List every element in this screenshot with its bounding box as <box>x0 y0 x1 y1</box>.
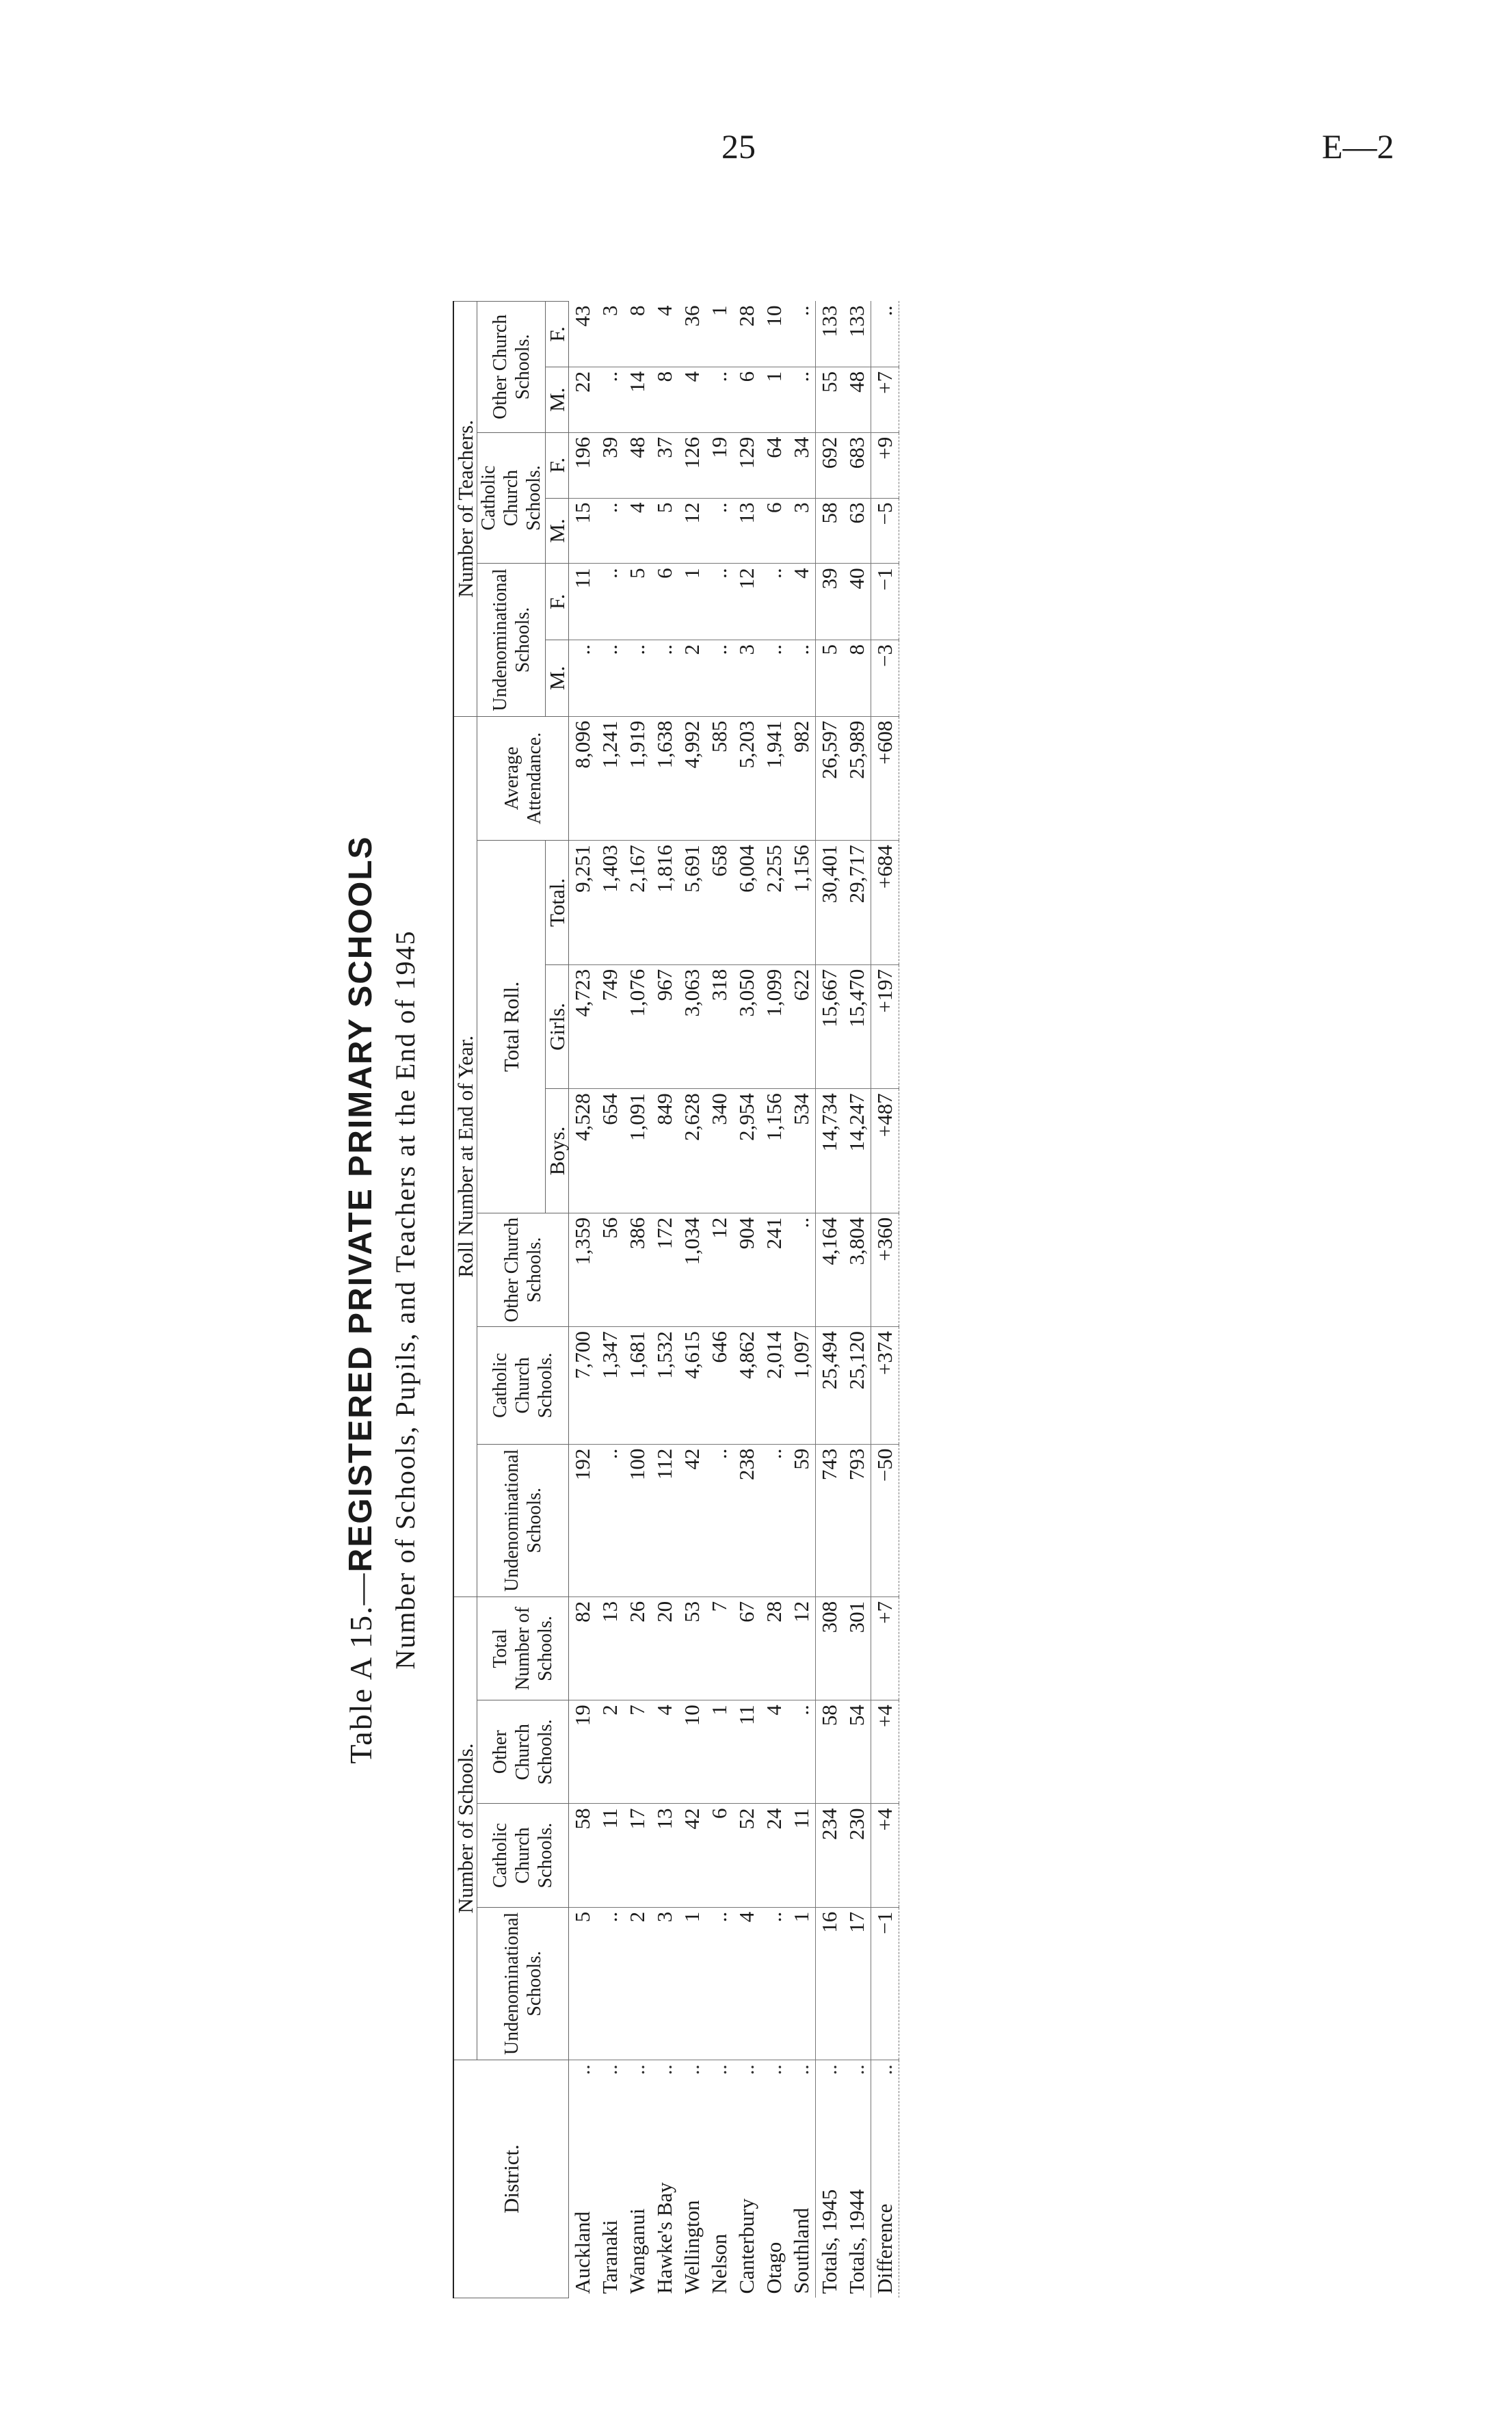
value-cell: 3 <box>596 302 624 367</box>
value-cell: 1,034 <box>678 1213 706 1326</box>
value-cell: 26,597 <box>816 716 844 841</box>
value-cell: 234 <box>816 1804 844 1907</box>
leader-dots: .. <box>734 2064 758 2075</box>
district-name: Southland <box>789 2207 813 2294</box>
value-cell: −50 <box>871 1444 899 1596</box>
value-cell: 4 <box>651 1700 678 1804</box>
value-cell: 2,167 <box>624 841 651 965</box>
value-cell: 4,992 <box>678 716 706 841</box>
value-cell: 22 <box>569 367 597 432</box>
value-cell: 3 <box>733 640 760 716</box>
value-cell: 646 <box>706 1327 733 1444</box>
value-cell: 13 <box>596 1596 624 1700</box>
value-cell: 26 <box>624 1596 651 1700</box>
value-cell: +684 <box>871 841 899 965</box>
table-row <box>733 302 760 2298</box>
value-cell: 1,347 <box>596 1327 624 1444</box>
value-cell: 12 <box>678 498 706 564</box>
value-cell: 1 <box>706 1700 733 1804</box>
value-cell: 1 <box>678 1907 706 2060</box>
value-cell: 133 <box>843 302 871 367</box>
value-cell: 1 <box>788 1907 816 2060</box>
value-cell: .. <box>788 1700 816 1804</box>
value-cell: 1,241 <box>596 716 624 841</box>
value-cell: 692 <box>816 432 844 498</box>
value-cell: .. <box>596 564 624 640</box>
other-f-header: F. <box>546 302 569 367</box>
value-cell: 25,494 <box>816 1327 844 1444</box>
leader-dots: .. <box>652 2064 676 2075</box>
value-cell: 12 <box>706 1213 733 1326</box>
value-cell: .. <box>706 564 733 640</box>
table-body <box>569 302 899 2298</box>
value-cell: .. <box>706 367 733 432</box>
value-cell: 10 <box>678 1700 706 1804</box>
value-cell: .. <box>569 640 597 716</box>
value-cell: 59 <box>788 1444 816 1596</box>
value-cell: 654 <box>596 1089 624 1213</box>
sch-other-header: Other Church Schools. <box>477 1700 569 1804</box>
value-cell: +197 <box>871 964 899 1089</box>
table-row <box>569 302 597 2298</box>
value-cell: 15,470 <box>843 964 871 1089</box>
value-cell: 11 <box>569 564 597 640</box>
value-cell: 967 <box>651 964 678 1089</box>
value-cell: 4 <box>733 1907 760 2060</box>
value-cell: 5 <box>624 564 651 640</box>
value-cell: 6,004 <box>733 841 760 965</box>
leader-dots: .. <box>598 2064 622 2075</box>
leader-dots: .. <box>707 2064 731 2075</box>
value-cell: 4,615 <box>678 1327 706 1444</box>
value-cell: 54 <box>843 1700 871 1804</box>
value-cell: .. <box>596 640 624 716</box>
value-cell: 5,691 <box>678 841 706 965</box>
value-cell: 4,862 <box>733 1327 760 1444</box>
value-cell: 1 <box>678 564 706 640</box>
value-cell: 982 <box>788 716 816 841</box>
value-cell: 126 <box>678 432 706 498</box>
undenom-m-header: M. <box>546 640 569 716</box>
value-cell: 2 <box>624 1907 651 2060</box>
boys-header: Boys. <box>546 1089 569 1213</box>
value-cell: 48 <box>843 367 871 432</box>
value-cell: 129 <box>733 432 760 498</box>
value-cell: 849 <box>651 1089 678 1213</box>
value-cell: 36 <box>678 302 706 367</box>
value-cell: 48 <box>624 432 651 498</box>
district-cell <box>788 2060 816 2298</box>
value-cell: .. <box>760 564 788 640</box>
value-cell: .. <box>871 302 899 367</box>
value-cell: .. <box>706 640 733 716</box>
value-cell: 14,734 <box>816 1089 844 1213</box>
value-cell: 793 <box>843 1444 871 1596</box>
value-cell: 230 <box>843 1804 871 1907</box>
value-cell: .. <box>760 1907 788 2060</box>
value-cell: 301 <box>843 1596 871 1700</box>
value-cell: +9 <box>871 432 899 498</box>
value-cell: 42 <box>678 1804 706 1907</box>
value-cell: 58 <box>569 1804 597 1907</box>
value-cell: 3,063 <box>678 964 706 1089</box>
value-cell: 1,919 <box>624 716 651 841</box>
table-row <box>624 302 651 2298</box>
num-schools-header: Number of Schools. <box>453 1596 477 2060</box>
leader-dots: .. <box>873 2064 897 2075</box>
value-cell: 2,628 <box>678 1089 706 1213</box>
value-cell: +7 <box>871 367 899 432</box>
value-cell: 1,532 <box>651 1327 678 1444</box>
leader-dots: .. <box>570 2064 594 2075</box>
table-row <box>843 302 871 2298</box>
value-cell: 7,700 <box>569 1327 597 1444</box>
value-cell: 20 <box>651 1596 678 1700</box>
value-cell: 3,804 <box>843 1213 871 1326</box>
value-cell: 30,401 <box>816 841 844 965</box>
value-cell: 40 <box>843 564 871 640</box>
value-cell: 4 <box>760 1700 788 1804</box>
value-cell: 4 <box>624 498 651 564</box>
value-cell: 100 <box>624 1444 651 1596</box>
value-cell: 1,941 <box>760 716 788 841</box>
sch-catholic-header: Catholic Church Schools. <box>477 1804 569 1907</box>
district-name: Totals, 1944 <box>845 2189 868 2294</box>
table-row <box>596 302 624 2298</box>
value-cell: +7 <box>871 1596 899 1700</box>
leader-dots: .. <box>789 2064 813 2075</box>
value-cell: 1,359 <box>569 1213 597 1326</box>
value-cell: .. <box>596 1907 624 2060</box>
value-cell: 196 <box>569 432 597 498</box>
value-cell: 2,255 <box>760 841 788 965</box>
value-cell: 3 <box>788 498 816 564</box>
district-cell <box>816 2060 844 2298</box>
value-cell: 340 <box>706 1089 733 1213</box>
value-cell: 67 <box>733 1596 760 1700</box>
sch-total-header: Total Number of Schools. <box>477 1596 569 1700</box>
value-cell: 1 <box>706 302 733 367</box>
value-cell: 1,099 <box>760 964 788 1089</box>
tch-catholic-header: Catholic Church Schools. <box>477 432 546 564</box>
value-cell: 15,667 <box>816 964 844 1089</box>
value-cell: 58 <box>816 498 844 564</box>
table-row <box>706 302 733 2298</box>
district-cell <box>706 2060 733 2298</box>
value-cell: 13 <box>733 498 760 564</box>
page-reference: E—2 <box>1322 127 1394 166</box>
district-name: Difference <box>873 2203 897 2294</box>
roll-catholic-header: Catholic Church Schools. <box>477 1327 569 1444</box>
value-cell: .. <box>596 498 624 564</box>
value-cell: +4 <box>871 1804 899 1907</box>
value-cell: 534 <box>788 1089 816 1213</box>
value-cell: 4 <box>788 564 816 640</box>
value-cell: 1,681 <box>624 1327 651 1444</box>
value-cell: 1,091 <box>624 1089 651 1213</box>
value-cell: 12 <box>733 564 760 640</box>
rotated-table-block <box>323 274 1178 2326</box>
value-cell: 52 <box>733 1804 760 1907</box>
value-cell: 8,096 <box>569 716 597 841</box>
value-cell: 2,954 <box>733 1089 760 1213</box>
undenom-f-header: F. <box>546 564 569 640</box>
value-cell: 14 <box>624 367 651 432</box>
value-cell: 5,203 <box>733 716 760 841</box>
value-cell: 53 <box>678 1596 706 1700</box>
leader-dots: .. <box>625 2064 649 2075</box>
value-cell: 28 <box>760 1596 788 1700</box>
value-cell: 39 <box>596 432 624 498</box>
value-cell: 25,120 <box>843 1327 871 1444</box>
value-cell: 1,816 <box>651 841 678 965</box>
value-cell: 4,164 <box>816 1213 844 1326</box>
value-cell: 11 <box>733 1700 760 1804</box>
value-cell: .. <box>760 1444 788 1596</box>
tch-other-header: Other Church Schools. <box>477 302 546 433</box>
value-cell: 238 <box>733 1444 760 1596</box>
value-cell: 6 <box>706 1804 733 1907</box>
value-cell: 42 <box>678 1444 706 1596</box>
value-cell: 5 <box>816 640 844 716</box>
leader-dots: .. <box>680 2064 704 2075</box>
value-cell: 8 <box>624 302 651 367</box>
leader-dots: .. <box>762 2064 786 2075</box>
value-cell: 10 <box>760 302 788 367</box>
district-cell <box>760 2060 788 2298</box>
table-row <box>871 302 899 2298</box>
district-cell <box>871 2060 899 2298</box>
value-cell: 4 <box>651 302 678 367</box>
district-cell <box>733 2060 760 2298</box>
value-cell: 192 <box>569 1444 597 1596</box>
value-cell: 82 <box>569 1596 597 1700</box>
table-row <box>651 302 678 2298</box>
district-name: Auckland <box>570 2211 594 2294</box>
catholic-f-header: F. <box>546 432 569 498</box>
value-cell: 9,251 <box>569 841 597 965</box>
value-cell: −5 <box>871 498 899 564</box>
value-cell: 1,638 <box>651 716 678 841</box>
teachers-header: Number of Teachers. <box>453 302 477 717</box>
district-header: District. <box>453 2060 569 2298</box>
value-cell: .. <box>788 640 816 716</box>
value-cell: 2,014 <box>760 1327 788 1444</box>
value-cell: 29,717 <box>843 841 871 965</box>
value-cell: .. <box>706 498 733 564</box>
value-cell: .. <box>624 640 651 716</box>
girls-header: Girls. <box>546 964 569 1089</box>
value-cell: 34 <box>788 432 816 498</box>
value-cell: +4 <box>871 1700 899 1804</box>
value-cell: 39 <box>816 564 844 640</box>
value-cell: 318 <box>706 964 733 1089</box>
value-cell: 19 <box>569 1700 597 1804</box>
table-row <box>678 302 706 2298</box>
value-cell: −1 <box>871 1907 899 2060</box>
district-cell <box>651 2060 678 2298</box>
value-cell: 17 <box>843 1907 871 2060</box>
value-cell: 112 <box>651 1444 678 1596</box>
district-cell <box>843 2060 871 2298</box>
value-cell: 241 <box>760 1213 788 1326</box>
value-cell: 749 <box>596 964 624 1089</box>
total-roll-header: Total Roll. <box>477 841 546 1213</box>
other-m-header: M. <box>546 367 569 432</box>
value-cell: 4 <box>678 367 706 432</box>
value-cell: 133 <box>816 302 844 367</box>
district-name: Wellington <box>680 2200 704 2294</box>
table-row <box>788 302 816 2298</box>
value-cell: 172 <box>651 1213 678 1326</box>
value-cell: 8 <box>843 640 871 716</box>
value-cell: 28 <box>733 302 760 367</box>
value-cell: 19 <box>706 432 733 498</box>
district-name: Canterbury <box>734 2198 758 2294</box>
value-cell: 15 <box>569 498 597 564</box>
table-title-prefix: Table A 15.— <box>343 1572 378 1764</box>
value-cell: 1,156 <box>788 841 816 965</box>
value-cell: 5 <box>651 498 678 564</box>
value-cell: 904 <box>733 1213 760 1326</box>
leader-dots: .. <box>845 2064 868 2075</box>
value-cell: −1 <box>871 564 899 640</box>
value-cell: 37 <box>651 432 678 498</box>
value-cell: 1,076 <box>624 964 651 1089</box>
value-cell: +374 <box>871 1327 899 1444</box>
roll-other-header: Other Church Schools. <box>477 1213 569 1326</box>
value-cell: .. <box>788 367 816 432</box>
value-cell: +608 <box>871 716 899 841</box>
catholic-m-header: M. <box>546 498 569 564</box>
value-cell: .. <box>596 1444 624 1596</box>
table-title-main: REGISTERED PRIVATE PRIMARY SCHOOLS <box>343 835 379 1573</box>
avg-attendance-header: Average Attendance. <box>477 716 569 841</box>
value-cell: 1,156 <box>760 1089 788 1213</box>
tch-undenom-header: Undenominational Schools. <box>477 564 546 716</box>
district-cell <box>596 2060 624 2298</box>
value-cell: 43 <box>569 302 597 367</box>
value-cell: 24 <box>760 1804 788 1907</box>
value-cell: 4,528 <box>569 1089 597 1213</box>
value-cell: 64 <box>760 432 788 498</box>
value-cell: 8 <box>651 367 678 432</box>
value-cell: 5 <box>569 1907 597 2060</box>
value-cell: 63 <box>843 498 871 564</box>
leader-dots: .. <box>817 2064 841 2075</box>
district-cell <box>624 2060 651 2298</box>
district-name: Nelson <box>707 2233 731 2294</box>
district-name: Hawke's Bay <box>652 2182 676 2294</box>
value-cell: 14,247 <box>843 1089 871 1213</box>
value-cell: 658 <box>706 841 733 965</box>
district-cell <box>678 2060 706 2298</box>
value-cell: 1,403 <box>596 841 624 965</box>
value-cell: .. <box>788 1213 816 1326</box>
value-cell: .. <box>706 1907 733 2060</box>
sch-undenom-header: Undenominational Schools. <box>477 1907 569 2060</box>
table-row <box>816 302 844 2298</box>
table-subtitle: Number of Schools, Pupils, and Teachers at the End of 1945 <box>390 930 421 1670</box>
value-cell: 2 <box>678 640 706 716</box>
value-cell: .. <box>760 640 788 716</box>
value-cell: 1,097 <box>788 1327 816 1444</box>
district-name: Otago <box>762 2242 786 2294</box>
value-cell: 3,050 <box>733 964 760 1089</box>
value-cell: 743 <box>816 1444 844 1596</box>
value-cell: 25,989 <box>843 716 871 841</box>
district-name: Taranaki <box>598 2220 622 2294</box>
value-cell: .. <box>788 302 816 367</box>
value-cell: 17 <box>624 1804 651 1907</box>
value-cell: 2 <box>596 1700 624 1804</box>
roll-header: Roll Number at End of Year. <box>453 716 477 1596</box>
value-cell: .. <box>706 1444 733 1596</box>
value-cell: 3 <box>651 1907 678 2060</box>
value-cell: 6 <box>733 367 760 432</box>
value-cell: 13 <box>651 1804 678 1907</box>
district-name: Wanganui <box>625 2208 649 2294</box>
value-cell: 16 <box>816 1907 844 2060</box>
value-cell: −3 <box>871 640 899 716</box>
table-row <box>760 302 788 2298</box>
district-name: Totals, 1945 <box>817 2189 841 2294</box>
district-cell <box>569 2060 597 2298</box>
value-cell: 6 <box>651 564 678 640</box>
page-number: 25 <box>721 127 756 166</box>
value-cell: .. <box>596 367 624 432</box>
value-cell: 58 <box>816 1700 844 1804</box>
value-cell: 6 <box>760 498 788 564</box>
value-cell: +487 <box>871 1089 899 1213</box>
value-cell: .. <box>651 640 678 716</box>
value-cell: 11 <box>596 1804 624 1907</box>
value-cell: 11 <box>788 1804 816 1907</box>
roll-undenom-header: Undenominational Schools. <box>477 1444 569 1596</box>
value-cell: 585 <box>706 716 733 841</box>
value-cell: 683 <box>843 432 871 498</box>
value-cell: 308 <box>816 1596 844 1700</box>
value-cell: 386 <box>624 1213 651 1326</box>
value-cell: 55 <box>816 367 844 432</box>
value-cell: 4,723 <box>569 964 597 1089</box>
value-cell: 1 <box>760 367 788 432</box>
schools-table <box>453 301 899 2298</box>
value-cell: 12 <box>788 1596 816 1700</box>
table-title <box>342 274 380 2326</box>
value-cell: 7 <box>624 1700 651 1804</box>
value-cell: 7 <box>706 1596 733 1700</box>
total-header: Total. <box>546 841 569 965</box>
value-cell: 622 <box>788 964 816 1089</box>
value-cell: +360 <box>871 1213 899 1326</box>
value-cell: 56 <box>596 1213 624 1326</box>
